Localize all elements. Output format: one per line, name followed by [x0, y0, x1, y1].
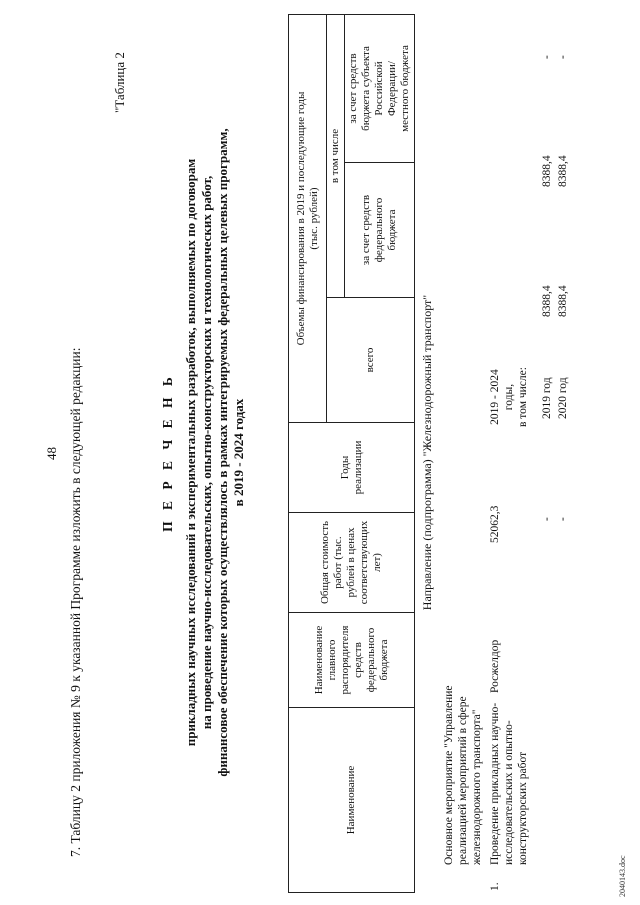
item-number: 1. — [489, 882, 501, 891]
item-distributor: Росжелдор — [489, 639, 501, 693]
year-2020: 2020 год — [557, 377, 569, 419]
title-line: финансовое обеспечение которых осуществлялось в рамках интегрируемых федеральных целевых программ, — [215, 128, 230, 777]
document-heading: П Е Р Е Ч Е Н Ь — [160, 373, 175, 532]
section-title: Направление (подпрограмма) "Железнодорожный транспорт" — [420, 294, 434, 611]
header-federal: за счет средств федерального бюджета — [345, 163, 415, 298]
header-distributor: Наименование главного распорядителя средств федерального бюджета — [289, 613, 415, 708]
item-name: Проведение прикладных научно- исследовательских и опытно- конструкторских работ — [489, 702, 529, 865]
header-including: в том числе — [327, 15, 345, 298]
main-activity: Основное мероприятие "Управление реализацией мероприятий в сфере железнодорожного транспорта" — [443, 685, 483, 865]
year-2019: 2019 год — [541, 377, 553, 419]
federal-2020: 8388,4 — [557, 155, 569, 187]
item-cost: 52062,3 — [489, 505, 501, 543]
table-label: "Таблица 2 — [112, 52, 127, 113]
funding-table-header — [288, 14, 415, 893]
title-line: прикладных научных исследований и экспериментальных разработок, выполняемых по договорам — [183, 158, 198, 747]
total-2020: 8388,4 — [557, 285, 569, 317]
federal-2019: 8388,4 — [541, 155, 553, 187]
document-title — [183, 0, 247, 905]
header-total: всего — [327, 298, 415, 423]
item-period: 2019 - 2024 годы, в том числе: — [489, 367, 529, 427]
header-funding: Объемы финансирования в 2019 и последующие годы (тыс. рублей) — [289, 15, 327, 423]
footer-file-code: 2040143.doc — [618, 855, 627, 897]
intro-text: 7. Таблицу 2 приложения № 9 к указанной Программе изложить в следующей редакции: — [68, 347, 83, 857]
header-name: Наименование — [289, 708, 415, 893]
item-cost-dash: - — [557, 517, 569, 521]
header-years: Годы реализации — [289, 423, 415, 513]
title-line: на проведение научно-исследовательских, опытно-конструкторских и технологических работ, — [199, 175, 214, 730]
regional-2020: - — [557, 55, 569, 59]
header-total-cost: Общая стоимость работ (тыс. рублей в ценах соответствующих лет) — [289, 513, 415, 613]
total-2019: 8388,4 — [541, 285, 553, 317]
header-regional: за счет средств бюджета субъекта Российской Федерации/ местного бюджета — [345, 15, 415, 163]
item-cost-dash: - — [541, 517, 553, 521]
page-number: 48 — [44, 447, 59, 460]
regional-2019: - — [541, 55, 553, 59]
title-line: в 2019 - 2024 годах — [231, 398, 246, 507]
